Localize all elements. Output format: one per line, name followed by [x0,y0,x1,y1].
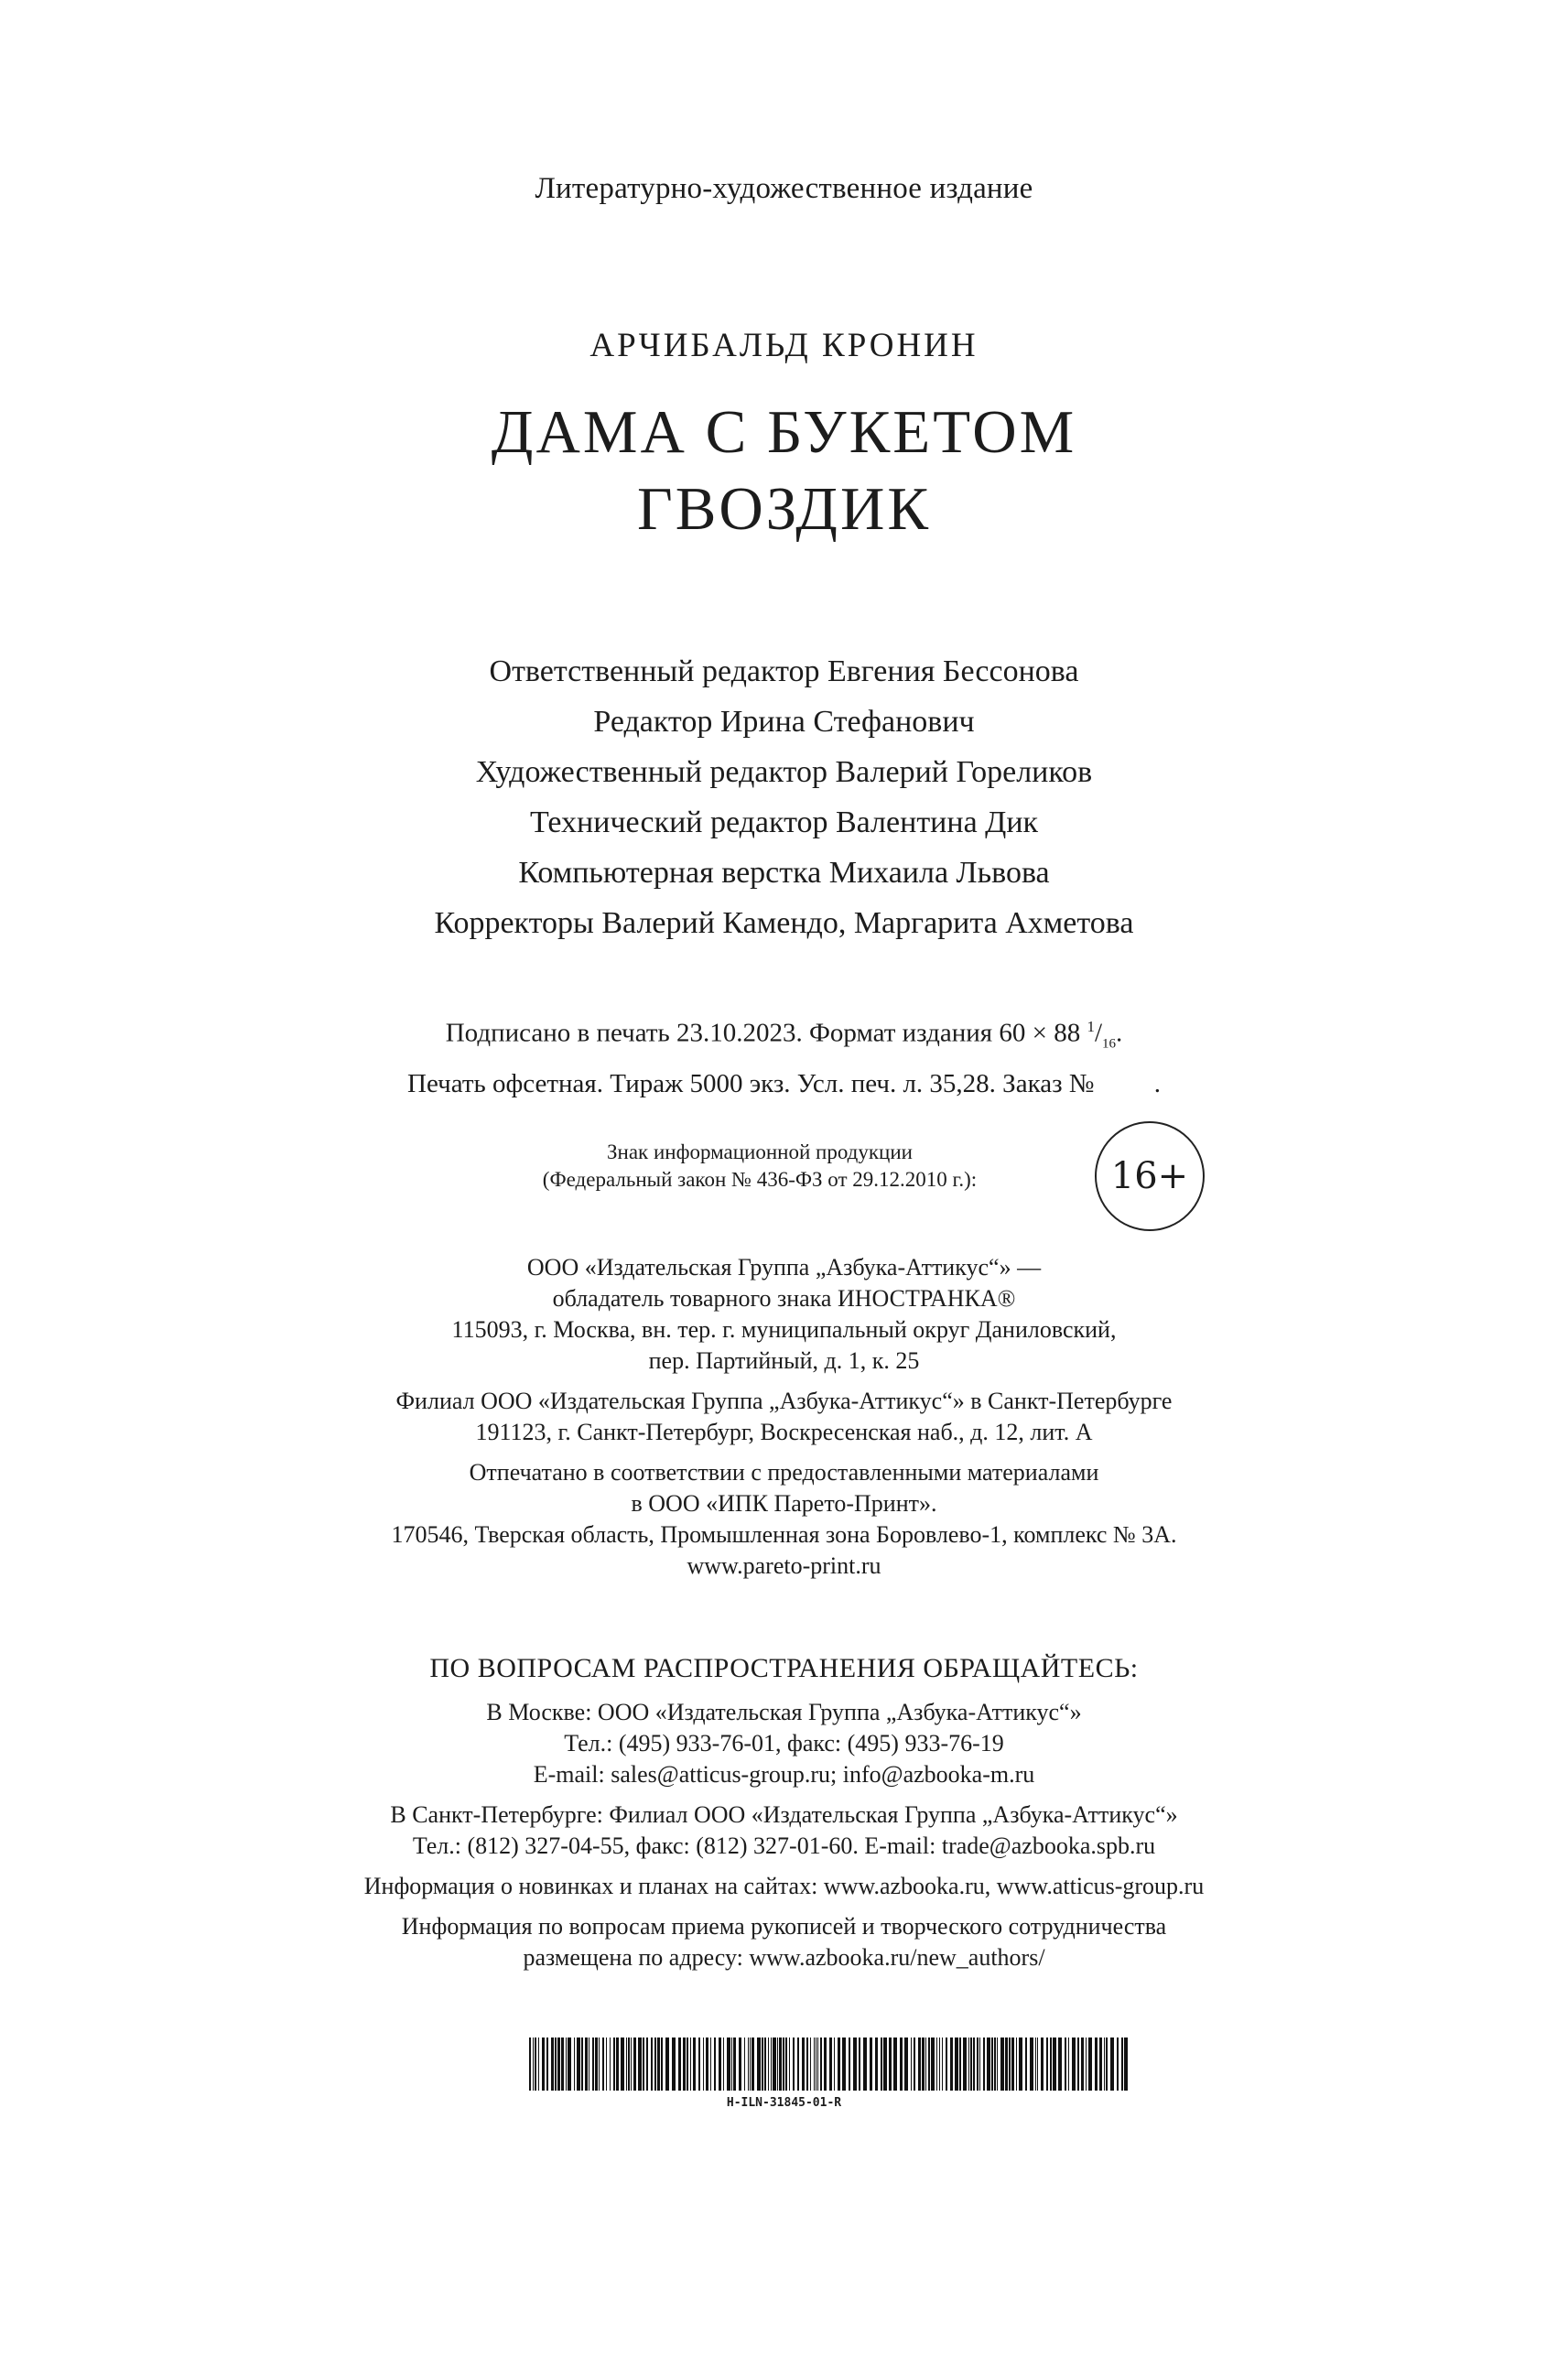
credit-line: Ответственный редактор Евгения Бессонова [489,654,1079,688]
barcode-image [529,2038,1133,2091]
printer-line: Отпечатано в соответствии с предоставленными материалами [469,1459,1099,1486]
distribution-contacts [0,1653,1568,1973]
age-rating-label-line-2: (Федеральный закон № 436-ФЗ от 29.12.2010 г.): [542,1168,978,1191]
publisher-info [0,1252,1568,1582]
title-line-2: ГВОЗДИК [636,475,932,543]
branch-line: Филиал ООО «Издательская Группа „Азбука-Аттикус“» в Санкт-Петербурге [395,1388,1173,1414]
barcode-caption: H-ILN-31845-01-R [726,2096,842,2110]
printer-line: в ООО «ИПК Парето-Принт». [631,1490,937,1517]
age-rating-label [430,1139,1089,1194]
credit-line: Технический редактор Валентина Дик [529,805,1039,839]
moscow-contact-line: E-mail: sales@atticus-group.ru; info@azbooka-m.ru [533,1761,1035,1788]
publisher-line: обладатель товарного знака ИНОСТРАНКА® [552,1285,1016,1312]
genre-label: Литературно-художественное издание [535,172,1033,205]
book-title [0,394,1568,547]
print-info [0,1007,1568,1104]
manuscripts-line: Информация по вопросам приема рукописей и творческого сотрудничества [401,1913,1167,1940]
format-fraction-numerator: 1 [1087,1018,1095,1035]
publisher-line: ООО «Издательская Группа „Азбука-Аттикус“» — [526,1254,1042,1281]
news-info-line: Информация о новинках и планах на сайтах: www.azbooka.ru, www.atticus-group.ru [363,1873,1205,1899]
format-fraction-denominator: 16 [1102,1036,1117,1052]
print-format-text: Подписано в печать 23.10.2023. Формат издания 60 × 88 [445,1018,1081,1048]
printer-line: 170546, Тверская область, Промышленная зона Боровлево-1, комплекс № 3А. [391,1521,1177,1548]
distribution-heading: ПО ВОПРОСАМ РАСПРОСТРАНЕНИЯ ОБРАЩАЙТЕСЬ: [429,1653,1139,1683]
print-info-line-1: Подписано в печать 23.10.2023. Формат издания 60 × 88 $^1/_{16}$. [445,1018,1123,1052]
moscow-contact-line: Тел.: (495) 933-76-01, факс: (495) 933-76-19 [564,1730,1004,1756]
credit-line: Художественный редактор Валерий Гореликов [475,755,1093,789]
spb-contact-line: Тел.: (812) 327-04-55, факс: (812) 327-01-60. E-mail: trade@azbooka.spb.ru [412,1832,1156,1859]
credit-line: Редактор Ирина Стефанович [593,705,975,739]
branch-line: 191123, г. Санкт-Петербург, Воскресенская наб., д. 12, лит. А [475,1419,1093,1445]
title-line-1: ДАМА С БУКЕТОМ [491,398,1077,466]
print-info-line-2: Печать офсетная. Тираж 5000 экз. Усл. печ. л. 35,28. Заказ № . [407,1069,1161,1099]
manuscripts-line: размещена по адресу: www.azbooka.ru/new_authors/ [523,1944,1045,1971]
author-name: АРЧИБАЛЬД КРОНИН [589,327,979,364]
credit-line: Корректоры Валерий Камендо, Маргарита Ахметова [434,906,1134,940]
age-rating-label-line-1: Знак информационной продукции [607,1140,913,1163]
spb-contact-line: В Санкт-Петербурге: Филиал ООО «Издательская Группа „Азбука-Аттикус“» [390,1801,1178,1828]
age-rating-badge: 16+ [1095,1121,1205,1231]
credits-list [0,646,1568,948]
publisher-line: 115093, г. Москва, вн. тер. г. муниципальный округ Даниловский, [451,1316,1117,1343]
credit-line: Компьютерная верстка Михаила Львова [518,856,1050,890]
printer-website: www.pareto-print.ru [687,1552,881,1579]
moscow-contact-line: В Москве: ООО «Издательская Группа „Азбука-Аттикус“» [486,1699,1082,1725]
publisher-line: пер. Партийный, д. 1, к. 25 [648,1347,920,1374]
